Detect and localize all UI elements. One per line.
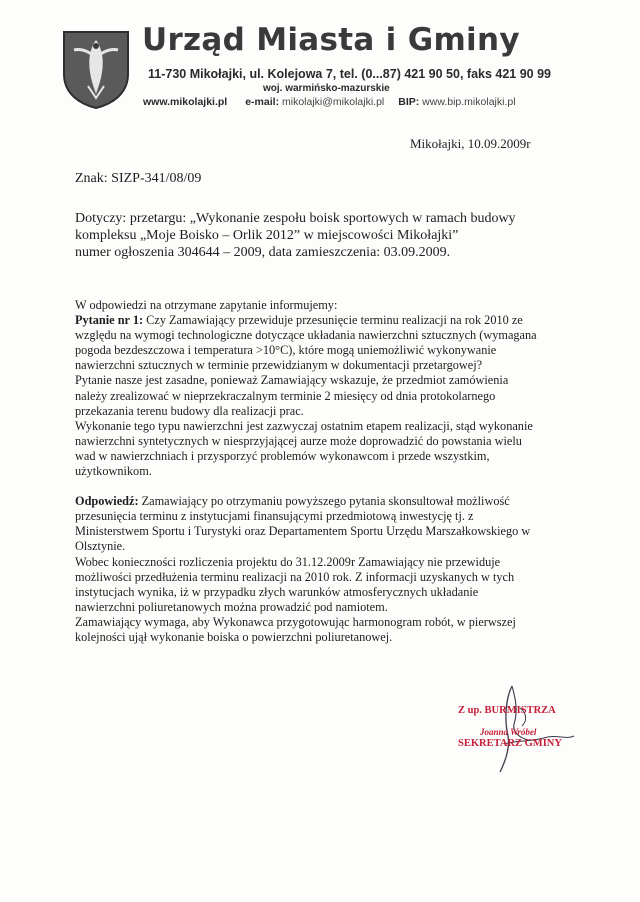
answer-label: Odpowiedź:: [75, 494, 139, 509]
question-label: Pytanie nr 1:: [75, 313, 144, 328]
question-line: przekazania terenu budowy dla realizacji prac.: [75, 403, 304, 418]
answer-line: Zamawiający wymaga, aby Wykonawca przygotowując harmonogram robót, w pierwszej: [75, 614, 516, 629]
question-line: pogoda bezdeszczowa i temperatura >10°C), które mogą uniemożliwić wykonywanie: [75, 343, 497, 358]
question-line: nawierzchni syntetycznych w niesprzyjającej aurze może doprowadzić do powstania wielu: [75, 433, 522, 448]
municipal-crest-fish-icon: [60, 28, 132, 110]
letterhead-title: Urząd Miasta i Gminy: [142, 22, 520, 58]
answer-first-line: [75, 494, 580, 509]
question-line: Wykonanie tego typu nawierzchni jest zazwyczaj ostatnim etapem realizacji, stąd wykonanie: [75, 418, 533, 433]
answer-line: nawierzchni poliuretanowych można prowadzić pod namiotem.: [75, 599, 388, 614]
signature-line-name: Joanna Wróbel: [480, 727, 537, 737]
letterhead-bip[interactable]: www.bip.mikolajki.pl: [422, 96, 516, 108]
letterhead-contacts: [143, 96, 623, 108]
body-intro: W odpowiedzi na otrzymane zapytanie informujemy:: [75, 298, 338, 312]
answer-line: instytucjach wynika, iż w przypadku złych warunków atmosferycznych układanie: [75, 584, 479, 599]
letterhead-website[interactable]: www.mikolajki.pl: [143, 96, 228, 108]
letterhead-email[interactable]: mikolajki@mikolajki.pl: [281, 96, 385, 108]
letterhead-address: 11-730 Mikołajki, ul. Kolejowa 7, tel. (0...87) 421 90 50, faks 421 90 99: [148, 67, 552, 81]
answer-line: Olsztynie.: [75, 539, 126, 554]
subject-line: numer ogłoszenia 304644 – 2009, data zamieszczenia: 03.09.2009.: [75, 245, 451, 260]
document-date: Mikołajki, 10.09.2009r: [410, 136, 531, 151]
letterhead-email-label: e-mail:: [245, 96, 280, 108]
answer-line: Wobec konieczności rozliczenia projektu do 31.12.2009r Zamawiający nie przewiduje: [75, 554, 501, 569]
reference-number: Znak: SIZP-341/08/09: [75, 171, 202, 186]
signature-line-title: SEKRETARZ GMINY: [458, 738, 562, 749]
question-line: należy zrealizować w nieprzekraczalnym terminie 2 miesięcy od dnia protokolarnego: [75, 388, 496, 403]
signature-line-authorization: Z up. BURMISTRZA: [458, 705, 556, 716]
question-line: użytkownikom.: [75, 464, 152, 479]
subject-line: kompleksu „Moje Boisko – Orlik 2012” w miejscowości Mikołajki”: [75, 228, 459, 243]
letter-body: [75, 298, 580, 645]
letterhead-province: woj. warmińsko-mazurskie: [263, 83, 390, 94]
letterhead-bip-label: BIP:: [398, 96, 420, 108]
answer-text: Zamawiający po otrzymaniu powyższego pytania skonsultował możliwość: [138, 494, 510, 509]
question-text: Czy Zamawiający przewiduje przesunięcie terminu realizacji na rok 2010 ze: [143, 313, 523, 328]
answer-line: przesunięcia terminu z instytucjami finansującymi przedmiotową inwestycję tj. z: [75, 509, 474, 524]
question-line: nawierzchni sztucznych w terminie przewidzianym w dokumentacji przetargowej?: [75, 358, 483, 373]
question-line: wad w nawierzchniach i przysporzyć problemów wykonawcom i przede wszystkim,: [75, 448, 490, 463]
answer-line: Ministerstwem Sportu i Turystyki oraz Departamentem Sportu Urzędu Marszałkowskiego w: [75, 524, 531, 539]
question-line: względu na wymogi technologiczne dotyczące układania nawierzchni sztucznych (wymagana: [75, 328, 537, 343]
subject-block: [75, 210, 595, 261]
answer-line: kolejności ujął wykonanie boiska o powierzchni poliuretanowej.: [75, 629, 393, 644]
question-first-line: [75, 313, 580, 328]
answer-line: możliwości przedłużenia terminu realizacji na 2010 rok. Z informacji uzyskanych w tych: [75, 569, 515, 584]
subject-line: Dotyczy: przetargu: „Wykonanie zespołu boisk sportowych w ramach budowy: [75, 211, 516, 226]
question-line: Pytanie nasze jest zasadne, ponieważ Zamawiający wskazuje, że przedmiot zamówienia: [75, 373, 509, 388]
paragraph-spacer: [75, 479, 580, 494]
